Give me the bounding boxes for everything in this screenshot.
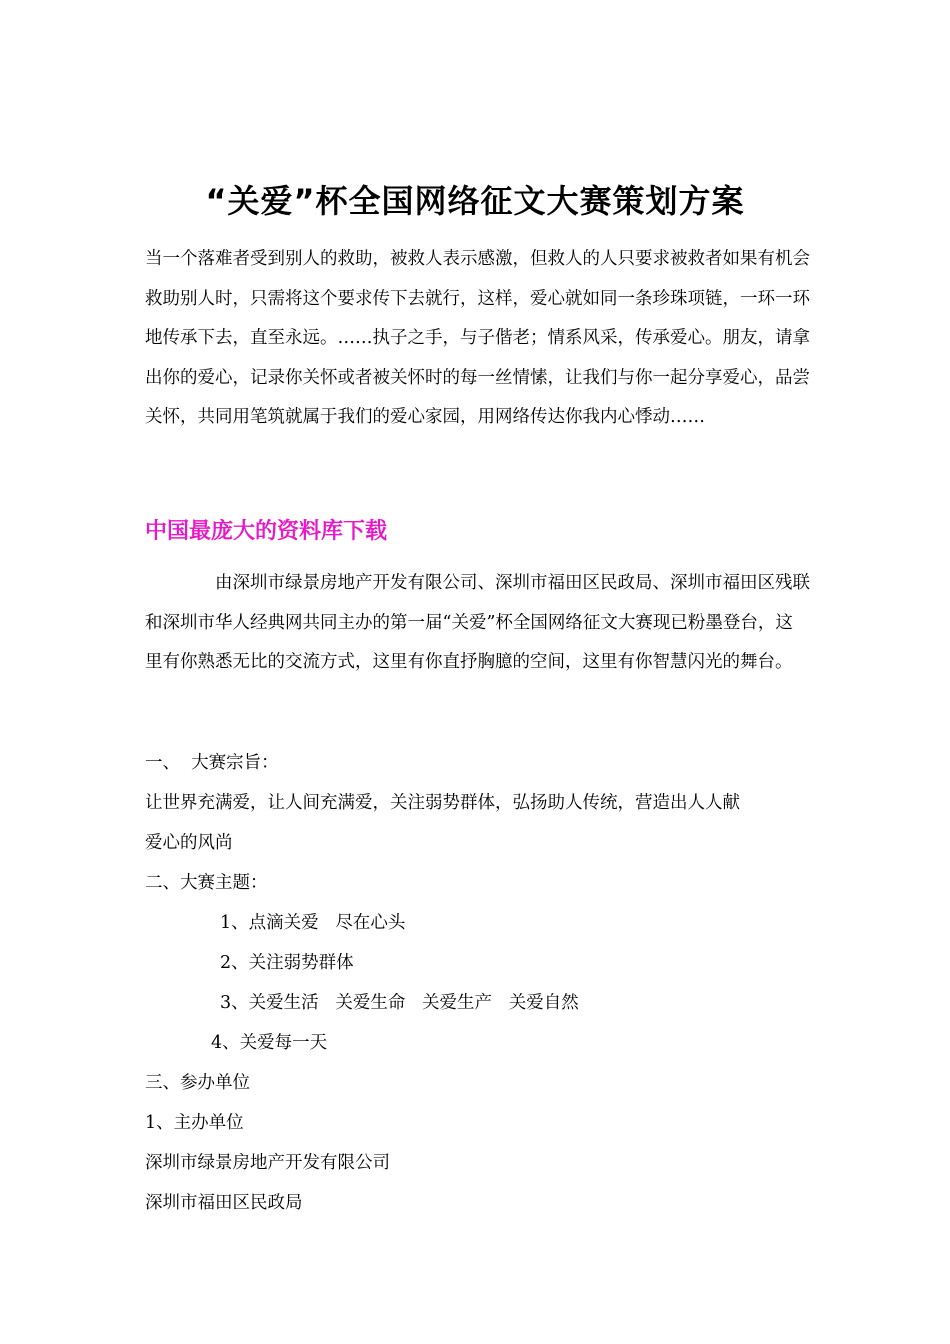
intro-paragraph: 当一个落难者受到别人的救助，被救人表示感激，但救人的人只要求被救者如果有机会救助别人时，只需将这个要求传下去就行，这样，爱心就如同一条珍珠项链，一环一环地传承下去，直至永远。……执子之手，与子偕老；情系风采，传承爱心。朋友，请拿出你的爱心，记录你关怀或者被关怀时的每一丝情愫，让我们与你一起分享爱心，品尝关怀，共同用笔筑就属于我们的爱心家园，用网络传达你我内心悸动…… [145,249,810,427]
host-units-heading: 1、主办单位 [145,1113,244,1133]
section-purpose-heading: 一、 大赛宗旨： [145,753,279,773]
theme-item: 1、点滴关爱 尽在心头 [220,913,406,933]
section-participants-heading: 三、参办单位 [145,1073,250,1093]
theme-item: 4、关爱每一天 [211,1033,328,1053]
host-unit-item: 深圳市绿景房地产开发有限公司 [145,1153,390,1173]
section-purpose-text: 让世界充满爱，让人间充满爱，关注弱势群体，弘扬助人传统，营造出人人献 [145,793,740,813]
theme-item: 2、关注弱势群体 [220,953,354,973]
organizer-paragraph: 由深圳市绿景房地产开发有限公司、深圳市福田区民政局、深圳市福田区残联和深圳市华人经典网共同主办的第一届“关爱”杯全国网络征文大赛现已粉墨登台，这里有你熟悉无比的交流方式，这里有你直抒胸臆的空间，这里有你智慧闪光的舞台。 [145,573,810,672]
document-title: “关爱”杯全国网络征文大赛策划方案 [205,182,745,220]
section-purpose-text-cont: 爱心的风尚 [145,833,233,853]
host-unit-item: 深圳市福田区民政局 [145,1193,303,1213]
theme-item: 3、关爱生活 关爱生命 关爱生产 关爱自然 [220,993,579,1013]
section-theme-heading: 二、大赛主题： [145,873,268,893]
download-link[interactable]: 中国最庞大的资料库下载 [145,519,388,544]
